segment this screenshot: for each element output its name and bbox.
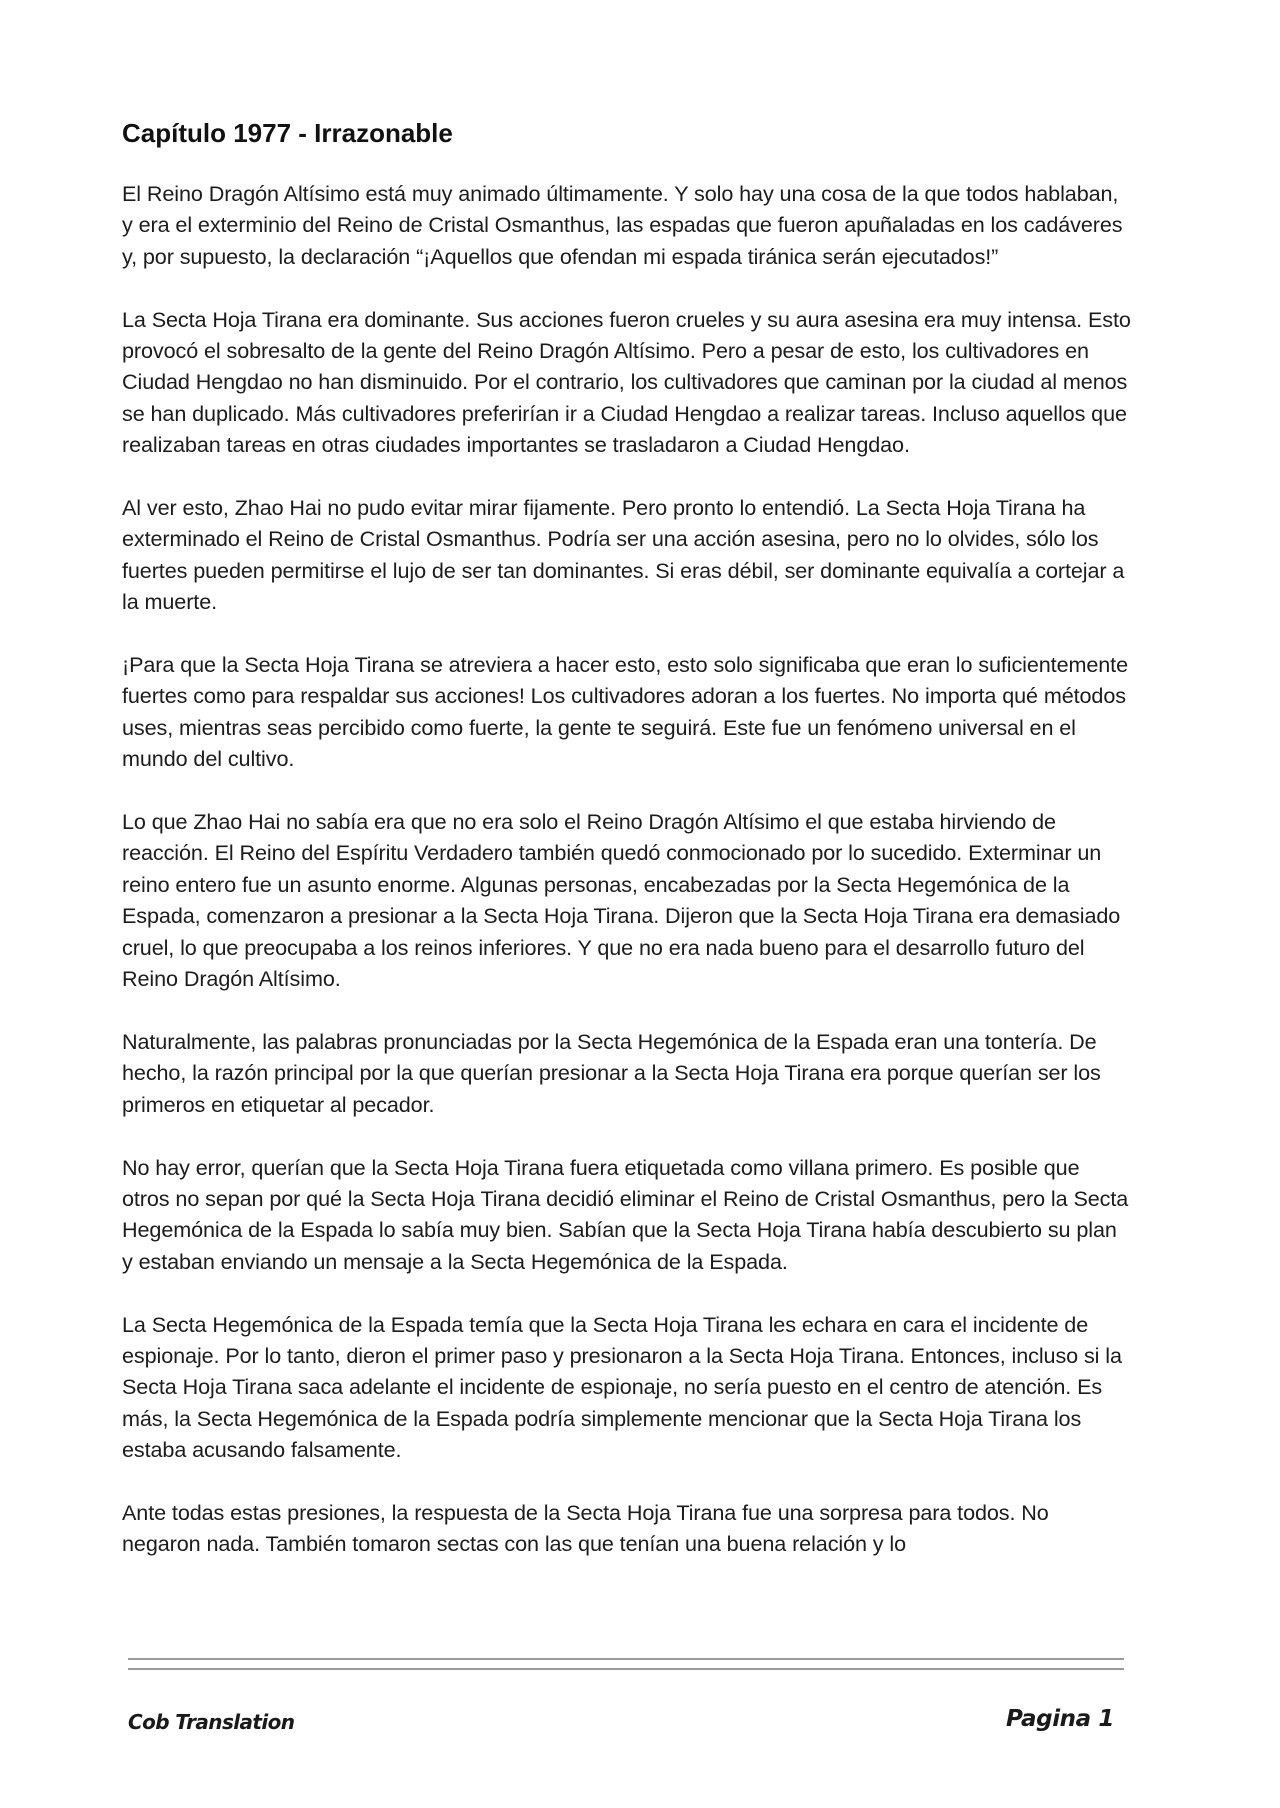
document-body <box>122 118 1132 1591</box>
footer-divider <box>128 1658 1124 1670</box>
paragraph: Naturalmente, las palabras pronunciadas por la Secta Hegemónica de la Espada eran una tontería. De hecho, la razón principal por la que querían presionar a la Secta Hoja Tirana era porque querían ser los primeros en etiquetar al pecador. <box>122 1028 1101 1117</box>
paragraph: El Reino Dragón Altísimo está muy animado últimamente. Y solo hay una cosa de la que todos hablaban, y era el exterminio del Reino de Cristal Osmanthus, las espadas que fueron apuñaladas en los cadáveres y, por supuesto, la declaración “¡Aquellos que ofendan mi espada tiránica serán ejecutados!” <box>122 181 1123 269</box>
paragraph: La Secta Hoja Tirana era dominante. Sus acciones fueron crueles y su aura asesina era muy intensa. Esto provocó el sobresalto de la gente del Reino Dragón Altísimo. Pero a pesar de esto, los cultivadores en Ciudad Hengdao no han disminuido. Por el contrario, los cultivadores que caminan por la ciudad al menos se han duplicado. Más cultivadores preferirían ir a Ciudad Hengdao a realizar tareas. Incluso aquellos que realizaban tareas en otras ciudades importantes se trasladaron a Ciudad Hengdao. <box>122 306 1131 458</box>
paragraph: La Secta Hegemónica de la Espada temía que la Secta Hoja Tirana les echara en cara el incidente de espionaje. Por lo tanto, dieron el primer paso y presionaron a la Secta Hoja Tirana. Entonces, incluso si la Secta Hoja Tirana saca adelante el incidente de espionaje, no sería puesto en el centro de atención. Es más, la Secta Hegemónica de la Espada podría simplemente mencionar que la Secta Hoja Tirana los estaba acusando falsamente. <box>122 1311 1122 1463</box>
paragraph: Al ver esto, Zhao Hai no pudo evitar mirar fijamente. Pero pronto lo entendió. La Secta Hoja Tirana ha exterminado el Reino de Cristal Osmanthus. Podría ser una acción asesina, pero no lo olvides, sólo los fuertes pueden permitirse el lujo de ser tan dominantes. Si eras débil, ser dominante equivalía a cortejar a la muerte. <box>122 495 1125 615</box>
footer-rule-bottom <box>128 1668 1124 1670</box>
footer-source-label: Cob Translation <box>128 1710 295 1734</box>
footer-rule-top <box>128 1658 1124 1660</box>
page-footer <box>128 1706 1114 1736</box>
paragraph: ¡Para que la Secta Hoja Tirana se atreviera a hacer esto, esto solo significaba que eran lo suficientemente fuertes como para respaldar sus acciones! Los cultivadores adoran a los fuertes. No importa qué métodos uses, mientras seas percibido como fuerte, la gente te seguirá. Este fue un fenómeno universal en el mundo del cultivo. <box>122 652 1128 772</box>
paragraph: Lo que Zhao Hai no sabía era que no era solo el Reino Dragón Altísimo el que estaba hirviendo de reacción. El Reino del Espíritu Verdadero también quedó conmocionado por lo sucedido. Exterminar un reino entero fue un asunto enorme. Algunas personas, encabezadas por la Secta Hegemónica de la Espada, comenzaron a presionar a la Secta Hoja Tirana. Dijeron que la Secta Hoja Tirana era demasiado cruel, lo que preocupaba a los reinos inferiores. Y que no era nada bueno para el desarrollo futuro del Reino Dragón Altísimo. <box>122 809 1121 992</box>
chapter-title: Capítulo 1977 - Irrazonable <box>122 118 453 148</box>
footer-page-number: Pagina 1 <box>1006 1706 1114 1732</box>
paragraph: Ante todas estas presiones, la respuesta de la Secta Hoja Tirana fue una sorpresa para todos. No negaron nada. También tomaron sectas con las que tenían una buena relación y lo <box>122 1499 1049 1557</box>
paragraph: No hay error, querían que la Secta Hoja Tirana fuera etiquetada como villana primero. Es posible que otros no sepan por qué la Secta Hoja Tirana decidió eliminar el Reino de Cristal Osmanthus, pero la Secta Hegemónica de la Espada lo sabía muy bien. Sabían que la Secta Hoja Tirana había descubierto su plan y estaban enviando un mensaje a la Secta Hegemónica de la Espada. <box>122 1154 1129 1274</box>
